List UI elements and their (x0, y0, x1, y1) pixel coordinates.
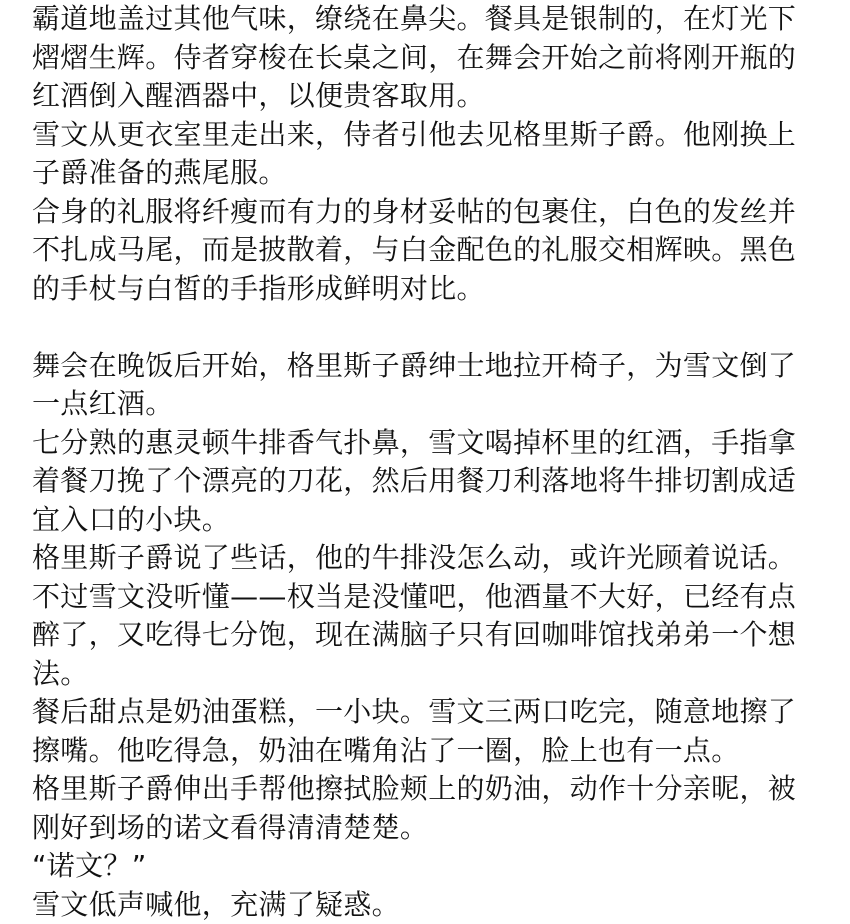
document-body (32, 0, 844, 924)
text-line: 的手杖与白皙的手指形成鲜明对比。 (32, 270, 844, 309)
text-line: 雪文低声喊他，充满了疑惑。 (32, 886, 844, 924)
text-line: 着餐刀挽了个漂亮的刀花，然后用餐刀利落地将牛排切割成适 (32, 462, 844, 501)
blank-line (32, 308, 844, 347)
text-line: 宜入口的小块。 (32, 501, 844, 540)
text-line: 醉了，又吃得七分饱，现在满脑子只有回咖啡馆找弟弟一个想 (32, 616, 844, 655)
text-line: 霸道地盖过其他气味，缭绕在鼻尖。餐具是银制的，在灯光下 (32, 0, 844, 39)
text-line: 雪文从更衣室里走出来，侍者引他去见格里斯子爵。他刚换上 (32, 116, 844, 155)
text-line: 熠熠生辉。侍者穿梭在长桌之间，在舞会开始之前将刚开瓶的 (32, 39, 844, 78)
text-line: 七分熟的惠灵顿牛排香气扑鼻，雪文喝掉杯里的红酒，手指拿 (32, 424, 844, 463)
text-line: 法。 (32, 655, 844, 694)
text-line: 格里斯子爵伸出手帮他擦拭脸颊上的奶油，动作十分亲昵，被 (32, 770, 844, 809)
text-line: 餐后甜点是奶油蛋糕，一小块。雪文三两口吃完，随意地擦了 (32, 693, 844, 732)
text-line: 合身的礼服将纤瘦而有力的身材妥帖的包裹住，白色的发丝并 (32, 193, 844, 232)
text-line: 刚好到场的诺文看得清清楚楚。 (32, 809, 844, 848)
text-line: 格里斯子爵说了些话，他的牛排没怎么动，或许光顾着说话。 (32, 539, 844, 578)
dialogue-line: “诺文？” (32, 847, 844, 886)
text-line: 一点红酒。 (32, 385, 844, 424)
text-line: 红酒倒入醒酒器中，以便贵客取用。 (32, 77, 844, 116)
text-line: 子爵准备的燕尾服。 (32, 154, 844, 193)
text-line: 不过雪文没听懂——权当是没懂吧，他酒量不大好，已经有点 (32, 578, 844, 617)
text-line: 舞会在晚饭后开始，格里斯子爵绅士地拉开椅子，为雪文倒了 (32, 347, 844, 386)
text-line: 擦嘴。他吃得急，奶油在嘴角沾了一圈，脸上也有一点。 (32, 732, 844, 771)
text-line: 不扎成马尾，而是披散着，与白金配色的礼服交相辉映。黑色 (32, 231, 844, 270)
